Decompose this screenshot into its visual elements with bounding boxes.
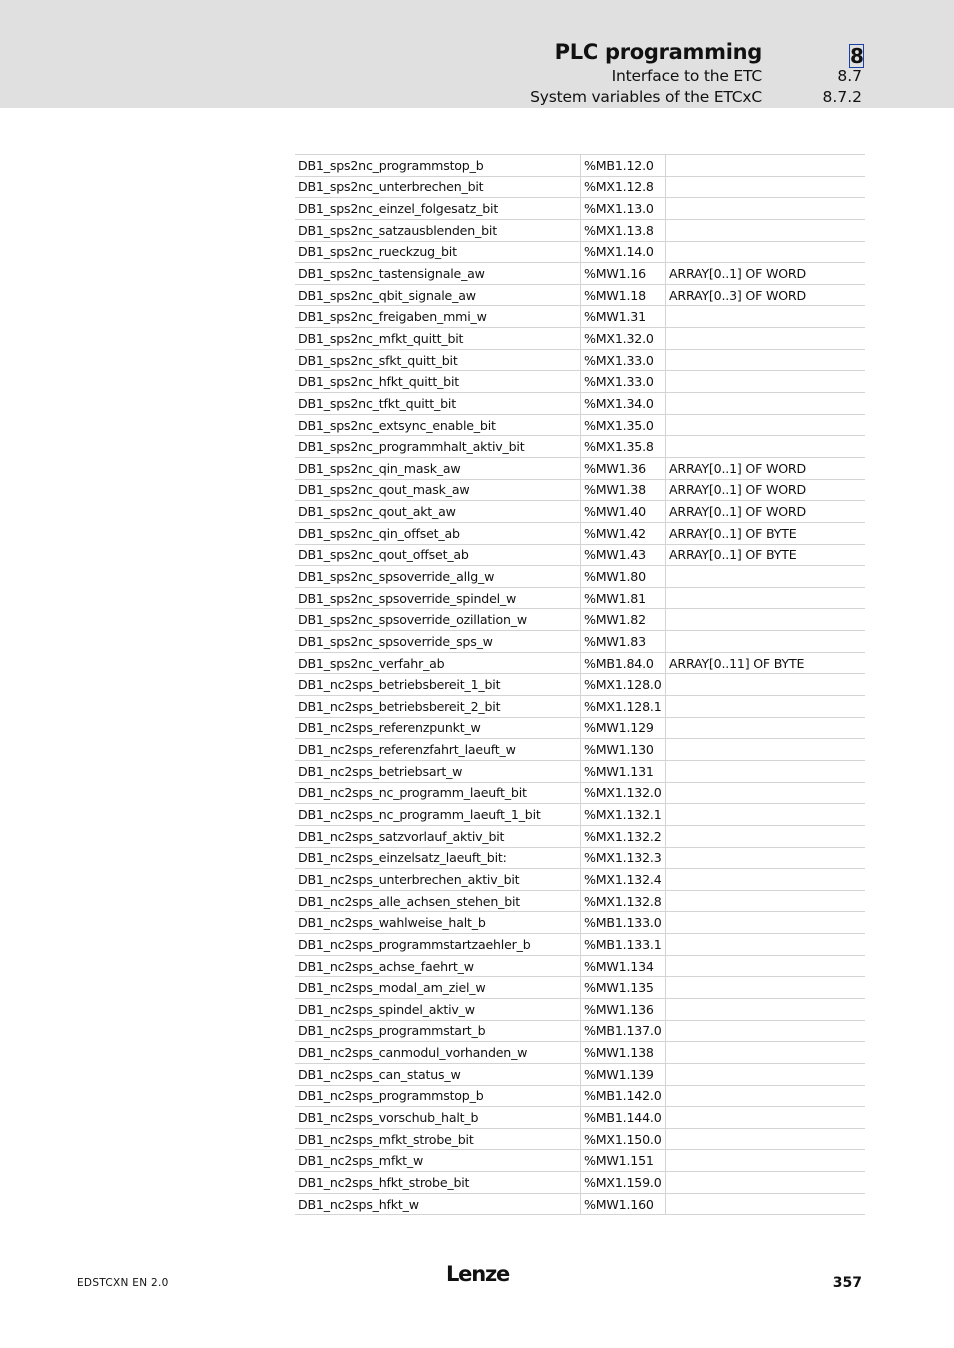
table-row <box>295 414 865 436</box>
variable-name-cell: DB1_nc2sps_nc_programm_laeuft_bit <box>295 782 581 804</box>
variable-name-cell: DB1_nc2sps_referenzpunkt_w <box>295 717 581 739</box>
table-row <box>295 977 865 999</box>
address-cell: %MB1.142.0 <box>581 1085 666 1107</box>
variable-name-cell: DB1_nc2sps_achse_faehrt_w <box>295 955 581 977</box>
type-cell <box>666 155 866 177</box>
address-cell: %MX1.12.8 <box>581 176 666 198</box>
table-row <box>295 652 865 674</box>
table-row <box>295 739 865 761</box>
address-cell: %MB1.137.0 <box>581 1020 666 1042</box>
variable-name-cell: DB1_nc2sps_programmstart_b <box>295 1020 581 1042</box>
table-row <box>295 955 865 977</box>
table-row <box>295 912 865 934</box>
table-row <box>295 198 865 220</box>
system-variables-table <box>295 154 865 1215</box>
type-cell: ARRAY[0..1] OF WORD <box>666 479 866 501</box>
address-cell: %MW1.36 <box>581 457 666 479</box>
variable-name-cell: DB1_sps2nc_programmhalt_aktiv_bit <box>295 436 581 458</box>
variable-name-cell: DB1_nc2sps_unterbrechen_aktiv_bit <box>295 869 581 891</box>
variable-name-cell: DB1_sps2nc_einzel_folgesatz_bit <box>295 198 581 220</box>
type-cell <box>666 436 866 458</box>
table-row <box>295 176 865 198</box>
variable-name-cell: DB1_sps2nc_satzausblenden_bit <box>295 219 581 241</box>
address-cell: %MW1.135 <box>581 977 666 999</box>
variable-name-cell: DB1_sps2nc_qout_offset_ab <box>295 544 581 566</box>
address-cell: %MX1.150.0 <box>581 1128 666 1150</box>
table-row <box>295 479 865 501</box>
variable-name-cell: DB1_nc2sps_einzelsatz_laeuft_bit: <box>295 847 581 869</box>
variable-name-cell: DB1_nc2sps_programmstartzaehler_b <box>295 934 581 956</box>
address-cell: %MW1.40 <box>581 501 666 523</box>
table-row <box>295 457 865 479</box>
table-row <box>295 1172 865 1194</box>
variable-name-cell: DB1_nc2sps_satzvorlauf_aktiv_bit <box>295 825 581 847</box>
table-row <box>295 544 865 566</box>
table-row <box>295 890 865 912</box>
lenze-logo: Lenze <box>446 1262 510 1286</box>
address-cell: %MX1.128.0 <box>581 674 666 696</box>
type-cell <box>666 393 866 415</box>
table-row <box>295 263 865 285</box>
type-cell: ARRAY[0..3] OF WORD <box>666 284 866 306</box>
type-cell: ARRAY[0..1] OF BYTE <box>666 544 866 566</box>
table-row <box>295 631 865 653</box>
table-row <box>295 804 865 826</box>
address-cell: %MW1.81 <box>581 587 666 609</box>
type-cell <box>666 696 866 718</box>
table-row <box>295 219 865 241</box>
variable-name-cell: DB1_sps2nc_programmstop_b <box>295 155 581 177</box>
table-row <box>295 998 865 1020</box>
address-cell: %MW1.138 <box>581 1042 666 1064</box>
type-cell <box>666 219 866 241</box>
variable-name-cell: DB1_nc2sps_referenzfahrt_laeuft_w <box>295 739 581 761</box>
variable-name-cell: DB1_sps2nc_qout_mask_aw <box>295 479 581 501</box>
table-row <box>295 155 865 177</box>
table-row <box>295 436 865 458</box>
address-cell: %MX1.33.0 <box>581 349 666 371</box>
table-row <box>295 306 865 328</box>
variable-name-cell: DB1_nc2sps_programmstop_b <box>295 1085 581 1107</box>
table-row <box>295 1128 865 1150</box>
type-cell: ARRAY[0..11] OF BYTE <box>666 652 866 674</box>
variable-name-cell: DB1_nc2sps_modal_am_ziel_w <box>295 977 581 999</box>
address-cell: %MW1.136 <box>581 998 666 1020</box>
address-cell: %MX1.132.4 <box>581 869 666 891</box>
variable-name-cell: DB1_sps2nc_spsoverride_spindel_w <box>295 587 581 609</box>
variable-name-cell: DB1_nc2sps_can_status_w <box>295 1063 581 1085</box>
type-cell <box>666 1128 866 1150</box>
variable-name-cell: DB1_sps2nc_unterbrechen_bit <box>295 176 581 198</box>
variable-name-cell: DB1_nc2sps_betriebsbereit_1_bit <box>295 674 581 696</box>
table-row <box>295 696 865 718</box>
table-row <box>295 1085 865 1107</box>
type-cell <box>666 1063 866 1085</box>
type-cell <box>666 998 866 1020</box>
variable-name-cell: DB1_nc2sps_canmodul_vorhanden_w <box>295 1042 581 1064</box>
variable-name-cell: DB1_sps2nc_extsync_enable_bit <box>295 414 581 436</box>
type-cell <box>666 631 866 653</box>
type-cell <box>666 674 866 696</box>
address-cell: %MX1.132.0 <box>581 782 666 804</box>
type-cell <box>666 782 866 804</box>
address-cell: %MW1.80 <box>581 566 666 588</box>
variable-name-cell: DB1_sps2nc_spsoverride_ozillation_w <box>295 609 581 631</box>
table-row <box>295 393 865 415</box>
type-cell <box>666 804 866 826</box>
address-cell: %MW1.151 <box>581 1150 666 1172</box>
address-cell: %MX1.132.2 <box>581 825 666 847</box>
address-cell: %MX1.132.3 <box>581 847 666 869</box>
type-cell <box>666 414 866 436</box>
address-cell: %MX1.34.0 <box>581 393 666 415</box>
variable-name-cell: DB1_sps2nc_qin_offset_ab <box>295 522 581 544</box>
variable-name-cell: DB1_sps2nc_tfkt_quitt_bit <box>295 393 581 415</box>
address-cell: %MW1.134 <box>581 955 666 977</box>
variable-name-cell: DB1_nc2sps_vorschub_halt_b <box>295 1107 581 1129</box>
table-row <box>295 371 865 393</box>
type-cell: ARRAY[0..1] OF WORD <box>666 457 866 479</box>
variable-name-cell: DB1_sps2nc_spsoverride_allg_w <box>295 566 581 588</box>
variable-name-cell: DB1_nc2sps_spindel_aktiv_w <box>295 998 581 1020</box>
address-cell: %MX1.13.8 <box>581 219 666 241</box>
page-header <box>0 0 954 108</box>
variable-name-cell: DB1_sps2nc_qout_akt_aw <box>295 501 581 523</box>
type-cell <box>666 1085 866 1107</box>
variable-name-cell: DB1_nc2sps_mfkt_w <box>295 1150 581 1172</box>
address-cell: %MB1.12.0 <box>581 155 666 177</box>
table-row <box>295 847 865 869</box>
type-cell <box>666 306 866 328</box>
type-cell: ARRAY[0..1] OF WORD <box>666 501 866 523</box>
address-cell: %MW1.16 <box>581 263 666 285</box>
address-cell: %MX1.32.0 <box>581 328 666 350</box>
address-cell: %MW1.31 <box>581 306 666 328</box>
type-cell <box>666 717 866 739</box>
type-cell <box>666 587 866 609</box>
type-cell <box>666 977 866 999</box>
type-cell <box>666 955 866 977</box>
variable-name-cell: DB1_nc2sps_mfkt_strobe_bit <box>295 1128 581 1150</box>
type-cell <box>666 349 866 371</box>
address-cell: %MX1.159.0 <box>581 1172 666 1194</box>
table-row <box>295 328 865 350</box>
address-cell: %MW1.42 <box>581 522 666 544</box>
variable-name-cell: DB1_sps2nc_qin_mask_aw <box>295 457 581 479</box>
type-cell <box>666 847 866 869</box>
type-cell <box>666 328 866 350</box>
variable-name-cell: DB1_sps2nc_spsoverride_sps_w <box>295 631 581 653</box>
table-body <box>295 155 865 1215</box>
address-cell: %MB1.84.0 <box>581 652 666 674</box>
type-cell <box>666 198 866 220</box>
type-cell <box>666 371 866 393</box>
table-row <box>295 760 865 782</box>
variable-name-cell: DB1_nc2sps_hfkt_w <box>295 1193 581 1215</box>
variable-name-cell: DB1_sps2nc_freigaben_mmi_w <box>295 306 581 328</box>
address-cell: %MX1.33.0 <box>581 371 666 393</box>
variable-name-cell: DB1_sps2nc_hfkt_quitt_bit <box>295 371 581 393</box>
chapter-number-link[interactable]: 8 <box>850 44 864 68</box>
type-cell <box>666 241 866 263</box>
address-cell: %MW1.130 <box>581 739 666 761</box>
type-cell <box>666 1107 866 1129</box>
variable-name-cell: DB1_sps2nc_verfahr_ab <box>295 652 581 674</box>
address-cell: %MW1.83 <box>581 631 666 653</box>
address-cell: %MW1.129 <box>581 717 666 739</box>
table-row <box>295 1150 865 1172</box>
section-number: 8.7 <box>837 67 862 85</box>
address-cell: %MX1.128.1 <box>581 696 666 718</box>
type-cell: ARRAY[0..1] OF BYTE <box>666 522 866 544</box>
table-row <box>295 284 865 306</box>
address-cell: %MX1.132.8 <box>581 890 666 912</box>
address-cell: %MW1.43 <box>581 544 666 566</box>
type-cell <box>666 1172 866 1194</box>
table-row <box>295 522 865 544</box>
address-cell: %MX1.35.8 <box>581 436 666 458</box>
type-cell <box>666 1193 866 1215</box>
address-cell: %MB1.144.0 <box>581 1107 666 1129</box>
table-row <box>295 674 865 696</box>
type-cell <box>666 912 866 934</box>
type-cell <box>666 1150 866 1172</box>
type-cell <box>666 1020 866 1042</box>
subsection-title: System variables of the ETCxC <box>530 88 762 106</box>
page-number: 357 <box>832 1275 862 1291</box>
table-row <box>295 501 865 523</box>
address-cell: %MW1.18 <box>581 284 666 306</box>
table-row <box>295 609 865 631</box>
variable-name-cell: DB1_sps2nc_sfkt_quitt_bit <box>295 349 581 371</box>
address-cell: %MX1.35.0 <box>581 414 666 436</box>
address-cell: %MW1.38 <box>581 479 666 501</box>
table-row <box>295 1107 865 1129</box>
address-cell: %MX1.13.0 <box>581 198 666 220</box>
type-cell <box>666 609 866 631</box>
subsection-number: 8.7.2 <box>822 88 862 106</box>
variable-name-cell: DB1_nc2sps_nc_programm_laeuft_1_bit <box>295 804 581 826</box>
type-cell <box>666 890 866 912</box>
address-cell: %MX1.14.0 <box>581 241 666 263</box>
address-cell: %MW1.82 <box>581 609 666 631</box>
table-row <box>295 349 865 371</box>
address-cell: %MX1.132.1 <box>581 804 666 826</box>
table-row <box>295 587 865 609</box>
type-cell <box>666 760 866 782</box>
type-cell <box>666 739 866 761</box>
table-row <box>295 1020 865 1042</box>
variable-name-cell: DB1_nc2sps_wahlweise_halt_b <box>295 912 581 934</box>
document-code: EDSTCXN EN 2.0 <box>77 1277 169 1289</box>
section-title: Interface to the ETC <box>611 67 762 85</box>
table-row <box>295 566 865 588</box>
variable-name-cell: DB1_sps2nc_rueckzug_bit <box>295 241 581 263</box>
type-cell <box>666 176 866 198</box>
variable-name-cell: DB1_nc2sps_hfkt_strobe_bit <box>295 1172 581 1194</box>
table-row <box>295 825 865 847</box>
address-cell: %MB1.133.1 <box>581 934 666 956</box>
type-cell <box>666 934 866 956</box>
type-cell <box>666 1042 866 1064</box>
address-cell: %MW1.139 <box>581 1063 666 1085</box>
type-cell: ARRAY[0..1] OF WORD <box>666 263 866 285</box>
table-row <box>295 1193 865 1215</box>
table-row <box>295 1063 865 1085</box>
variable-name-cell: DB1_sps2nc_qbit_signale_aw <box>295 284 581 306</box>
table-row <box>295 717 865 739</box>
table-row <box>295 782 865 804</box>
address-cell: %MW1.160 <box>581 1193 666 1215</box>
variable-name-cell: DB1_nc2sps_alle_achsen_stehen_bit <box>295 890 581 912</box>
address-cell: %MB1.133.0 <box>581 912 666 934</box>
variable-name-cell: DB1_nc2sps_betriebsart_w <box>295 760 581 782</box>
type-cell <box>666 825 866 847</box>
address-cell: %MW1.131 <box>581 760 666 782</box>
type-cell <box>666 869 866 891</box>
type-cell <box>666 566 866 588</box>
table-row <box>295 1042 865 1064</box>
table-row <box>295 241 865 263</box>
variable-name-cell: DB1_nc2sps_betriebsbereit_2_bit <box>295 696 581 718</box>
chapter-title: PLC programming <box>554 40 762 64</box>
variable-name-cell: DB1_sps2nc_tastensignale_aw <box>295 263 581 285</box>
variable-name-cell: DB1_sps2nc_mfkt_quitt_bit <box>295 328 581 350</box>
table-row <box>295 934 865 956</box>
table-row <box>295 869 865 891</box>
